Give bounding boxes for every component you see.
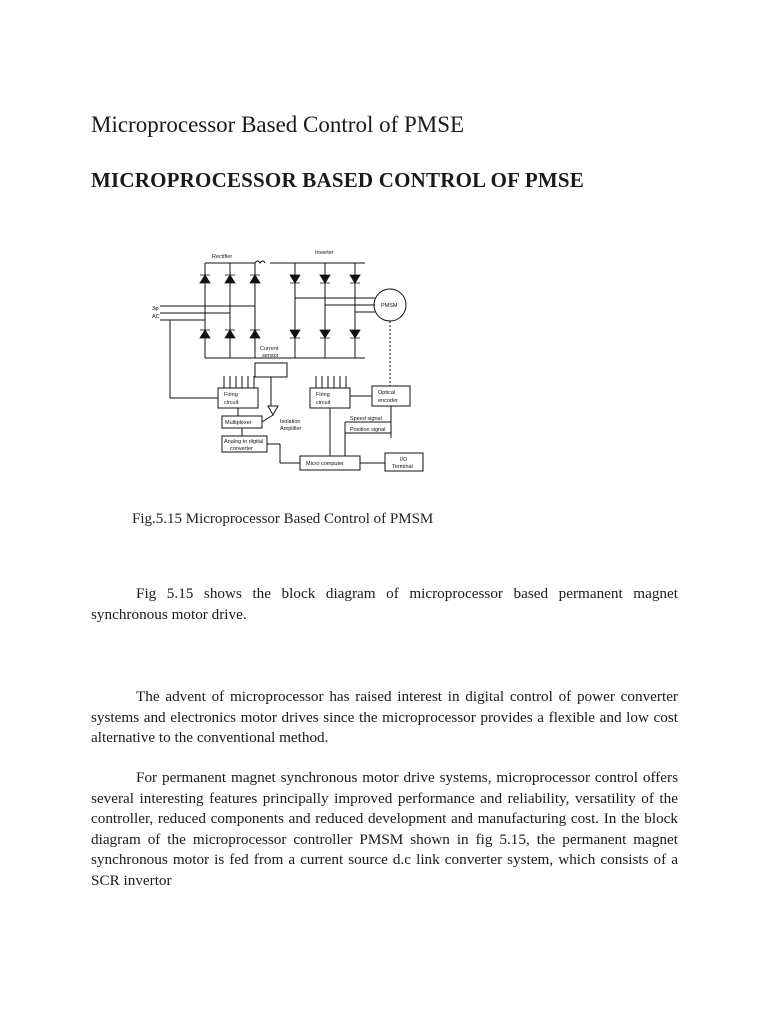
label-ac-phase: 3φ — [152, 306, 159, 312]
block-diagram-figure — [150, 238, 440, 488]
document-title: Microprocessor Based Control of PMSE — [91, 112, 465, 137]
label-speed-signal: Speed signal — [350, 416, 382, 422]
label-pmsm: PMSM — [381, 303, 398, 309]
label-optical-encoder-2: encoder — [378, 398, 398, 404]
label-adc-2: converter — [230, 446, 253, 452]
section-heading: MICROPROCESSOR BASED CONTROL OF PMSE — [91, 168, 584, 192]
label-firing-left-1: Firing — [224, 392, 238, 398]
label-ac: AC — [152, 314, 160, 320]
label-io-1: I/O — [400, 457, 408, 463]
label-rectifier: Rectifier — [212, 254, 233, 260]
paragraph-1: Fig 5.15 shows the block diagram of microprocessor based permanent magnet synchronous motor drive. — [91, 585, 678, 623]
label-io-2: Terminal — [392, 464, 413, 470]
label-current-sensor-1: Current — [260, 346, 279, 352]
label-optical-encoder-1: Optical — [378, 390, 396, 396]
label-multiplexer: Multiplexer — [225, 420, 252, 426]
label-firing-right-1: Firing — [316, 392, 330, 398]
label-current-sensor-2: sensor — [262, 353, 279, 359]
label-position-signal: Position signal — [350, 427, 386, 433]
label-isolation-2: Amplifier — [280, 426, 302, 432]
label-firing-left-2: circuit — [224, 400, 239, 406]
label-inverter: Inverter — [315, 250, 334, 256]
label-micro-computer: Micro computer — [306, 461, 344, 467]
figure-caption: Fig.5.15 Microprocessor Based Control of PMSM — [132, 511, 434, 527]
paragraph-2: The advent of microprocessor has raised interest in digital control of power converter systems and electronics motor drives since the microprocessor provides a flexible and low cost alternative to the conventional method. — [91, 688, 678, 747]
label-adc-1: Analog to digital — [224, 439, 264, 445]
label-isolation-1: Isolation — [280, 419, 301, 425]
paragraph-3: For permanent magnet synchronous motor drive systems, microprocessor control offers several interesting features principally improved performance and reliability, versatility of the controller, reduced components and reduced development and manufacturing cost. In the block diagram of the microprocessor controller PMSM shown in fig 5.15, the permanent magnet synchronous motor is fed from a current source d.c link converter system, which consists of a SCR invertor — [91, 769, 678, 889]
label-firing-right-2: circuit — [316, 400, 331, 406]
